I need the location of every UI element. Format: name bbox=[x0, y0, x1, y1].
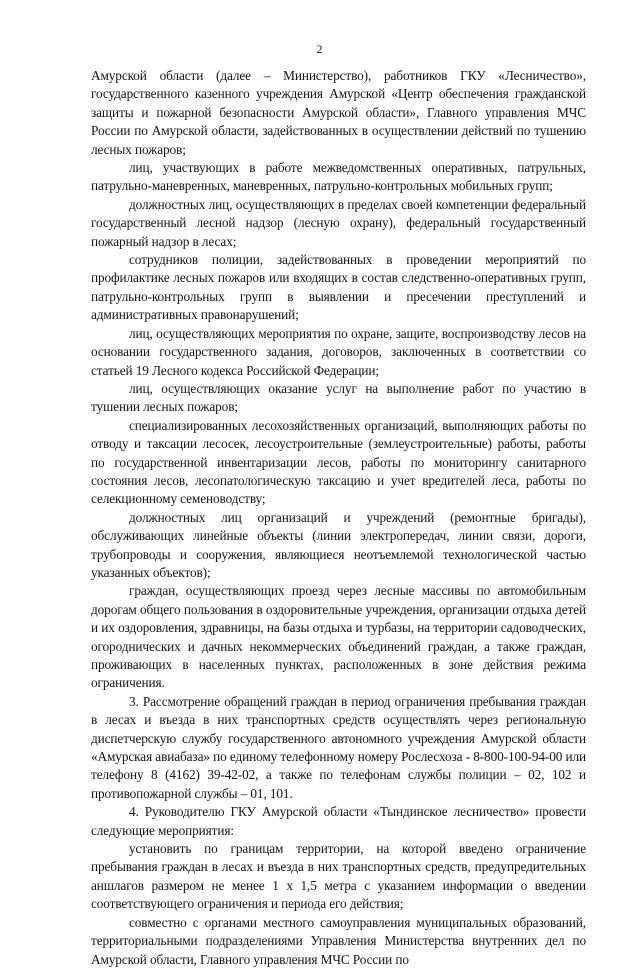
paragraph: должностных лиц организаций и учреждений (ремонтные бригады), обслуживающих линейные объекты (линии электропередач, линии связи, дороги, трубопроводы и сооружения, являющиеся неотъемлемой технологической частью указанных объектов); bbox=[91, 509, 586, 580]
page-number: 2 bbox=[316, 42, 323, 56]
paragraph: 4. Руководителю ГКУ Амурской области «Тындинское лесничество» провести следующие мероприятия: bbox=[91, 804, 586, 838]
paragraph: сотрудников полиции, задействованных в проведении мероприятий по профилактике лесных пожаров или входящих в состав следственно-оперативных групп, патрульно-контрольных групп в выявлении и пресечении преступлений и административных правонарушений; bbox=[91, 252, 586, 323]
paragraph: установить по границам территории, на которой введено ограничение пребывания граждан в лесах и въезда в них транспортных средств, предупредительных аншлагов размером не менее 1 х 1,5 метра с указанием информации о введении соответствующего ограничения и периода его действия; bbox=[91, 841, 586, 912]
paragraph: лиц, участвующих в работе межведомственных оперативных, патрульных, патрульно-маневренных, маневренных, патрульно-контрольных мобильных групп; bbox=[91, 160, 586, 194]
paragraph: Амурской области (далее – Министерство), работников ГКУ «Лесничество», государственного казенного учреждения Амурской «Центр обеспечения гражданской защиты и пожарной безопасности Амурской области», Главного управления МЧС России по Амурской области, задействованных в осуществлении действий по тушению лесных пожаров; bbox=[91, 68, 586, 157]
paragraph: специализированных лесохозяйственных организаций, выполняющих работы по отводу и таксации лесосек, лесоустроительные (землеустроительные) работы, работы по государственной инвентаризации лесов, работы по мониторингу санитарного состояния лесов, лесопатологическую таксацию и учет вредителей леса, работы по селекционному семеноводству; bbox=[91, 417, 586, 507]
paragraph: граждан, осуществляющих проезд через лесные массивы по автомобильным дорогам общего пользования в оздоровительные учреждения, организации отдыха детей и их оздоровления, здравницы, на базы отдыха и турбазы, на территории садоводческих, огороднических и дачных некоммерческих объединений граждан, а также граждан, проживающих в населенных пунктах, расположенных в зоне действия режима ограничения. bbox=[91, 583, 586, 691]
document-body bbox=[91, 67, 586, 969]
paragraph: лиц, осуществляющих оказание услуг на выполнение работ по участию в тушении лесных пожаров; bbox=[91, 380, 586, 415]
paragraph: лиц, осуществляющих мероприятия по охране, защите, воспроизводству лесов на основании государственного задания, договоров, заключенных в соответствии со статьей 19 Лесного кодекса Российской Федерации; bbox=[91, 325, 586, 378]
paragraph: 3. Рассмотрение обращений граждан в период ограничения пребывания граждан в лесах и въезда в них транспортных средств осуществлять через региональную диспетчерскую службу государственного автономного учреждения Амурской области «Амурская авиабаза» по единому телефонному номеру Рослесхоза - 8-800-100-94-00 или телефону 8 (4162) 39-42-02, а также по телефонам службы полиции – 02, 102 и противопожарной службы – 01, 101. bbox=[91, 693, 586, 801]
paragraph: совместно с органами местного самоуправления муниципальных образований, территориальными подразделениями Управления Министерства внутренних дел по Амурской области, Главного управления МЧС России по bbox=[91, 914, 586, 967]
paragraph: должностных лиц, осуществляющих в пределах своей компетенции федеральный государственный лесной надзор (лесную охрану), федеральный государственный пожарный надзор в лесах; bbox=[91, 196, 586, 249]
